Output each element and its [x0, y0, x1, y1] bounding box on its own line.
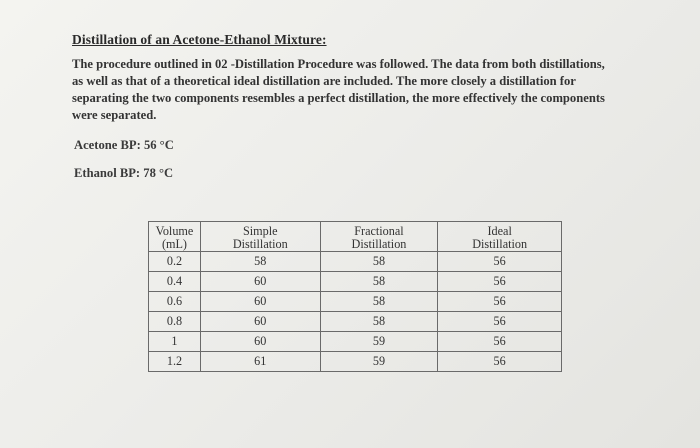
acetone-boiling-point: Acetone BP: 56 °C	[74, 138, 174, 152]
intro-paragraph: The procedure outlined in 02 -Distillation Procedure was followed. The data from both distillations, as well as that of a theoretical ideal distillation are included. The more closely a distillation for separating the two components resembles a perfect distillation, the more effectively the components were separated.	[72, 57, 605, 122]
table-row	[149, 332, 562, 352]
table-cell: 58	[200, 252, 320, 272]
table-cell: 58	[320, 292, 438, 312]
document-heading: Distillation of an Acetone-Ethanol Mixture:	[72, 32, 327, 47]
header-line: Simple	[242, 224, 278, 238]
table-row	[149, 312, 562, 332]
table-cell: 58	[320, 312, 438, 332]
table-cell: 56	[438, 292, 562, 312]
table-cell: 56	[438, 252, 562, 272]
header-fractional-distillation	[320, 222, 438, 252]
table-row	[149, 292, 562, 312]
header-simple-distillation	[200, 222, 320, 252]
table-row	[149, 352, 562, 372]
table-cell: 60	[200, 312, 320, 332]
table-cell: 60	[200, 272, 320, 292]
header-line: Distillation	[232, 237, 288, 251]
table-cell: 61	[200, 352, 320, 372]
header-line: Ideal	[487, 224, 512, 238]
table-cell: 0.8	[149, 312, 201, 332]
table-cell: 56	[438, 352, 562, 372]
header-ideal-distillation	[438, 222, 562, 252]
table-cell: 58	[320, 272, 438, 292]
table-cell: 0.6	[149, 292, 201, 312]
table-cell: 60	[200, 332, 320, 352]
table-cell: 58	[320, 252, 438, 272]
table-row	[149, 252, 562, 272]
header-line: Distillation	[351, 237, 407, 251]
table-cell: 56	[438, 312, 562, 332]
table-cell: 1.2	[149, 352, 201, 372]
table-cell: 0.4	[149, 272, 201, 292]
table-cell: 59	[320, 352, 438, 372]
table-cell: 1	[149, 332, 201, 352]
distillation-data-table	[148, 221, 562, 372]
ethanol-boiling-point: Ethanol BP: 78 °C	[74, 166, 174, 180]
header-volume	[149, 222, 201, 252]
header-line: Fractional	[354, 224, 404, 238]
header-line: Distillation	[472, 237, 528, 251]
table-cell: 56	[438, 272, 562, 292]
header-line: (mL)	[161, 237, 187, 251]
table-cell: 56	[438, 332, 562, 352]
table-header-row	[149, 222, 562, 252]
table-row	[149, 272, 562, 292]
header-line: Volume	[155, 224, 194, 238]
table-cell: 59	[320, 332, 438, 352]
table-cell: 60	[200, 292, 320, 312]
table-cell: 0.2	[149, 252, 201, 272]
